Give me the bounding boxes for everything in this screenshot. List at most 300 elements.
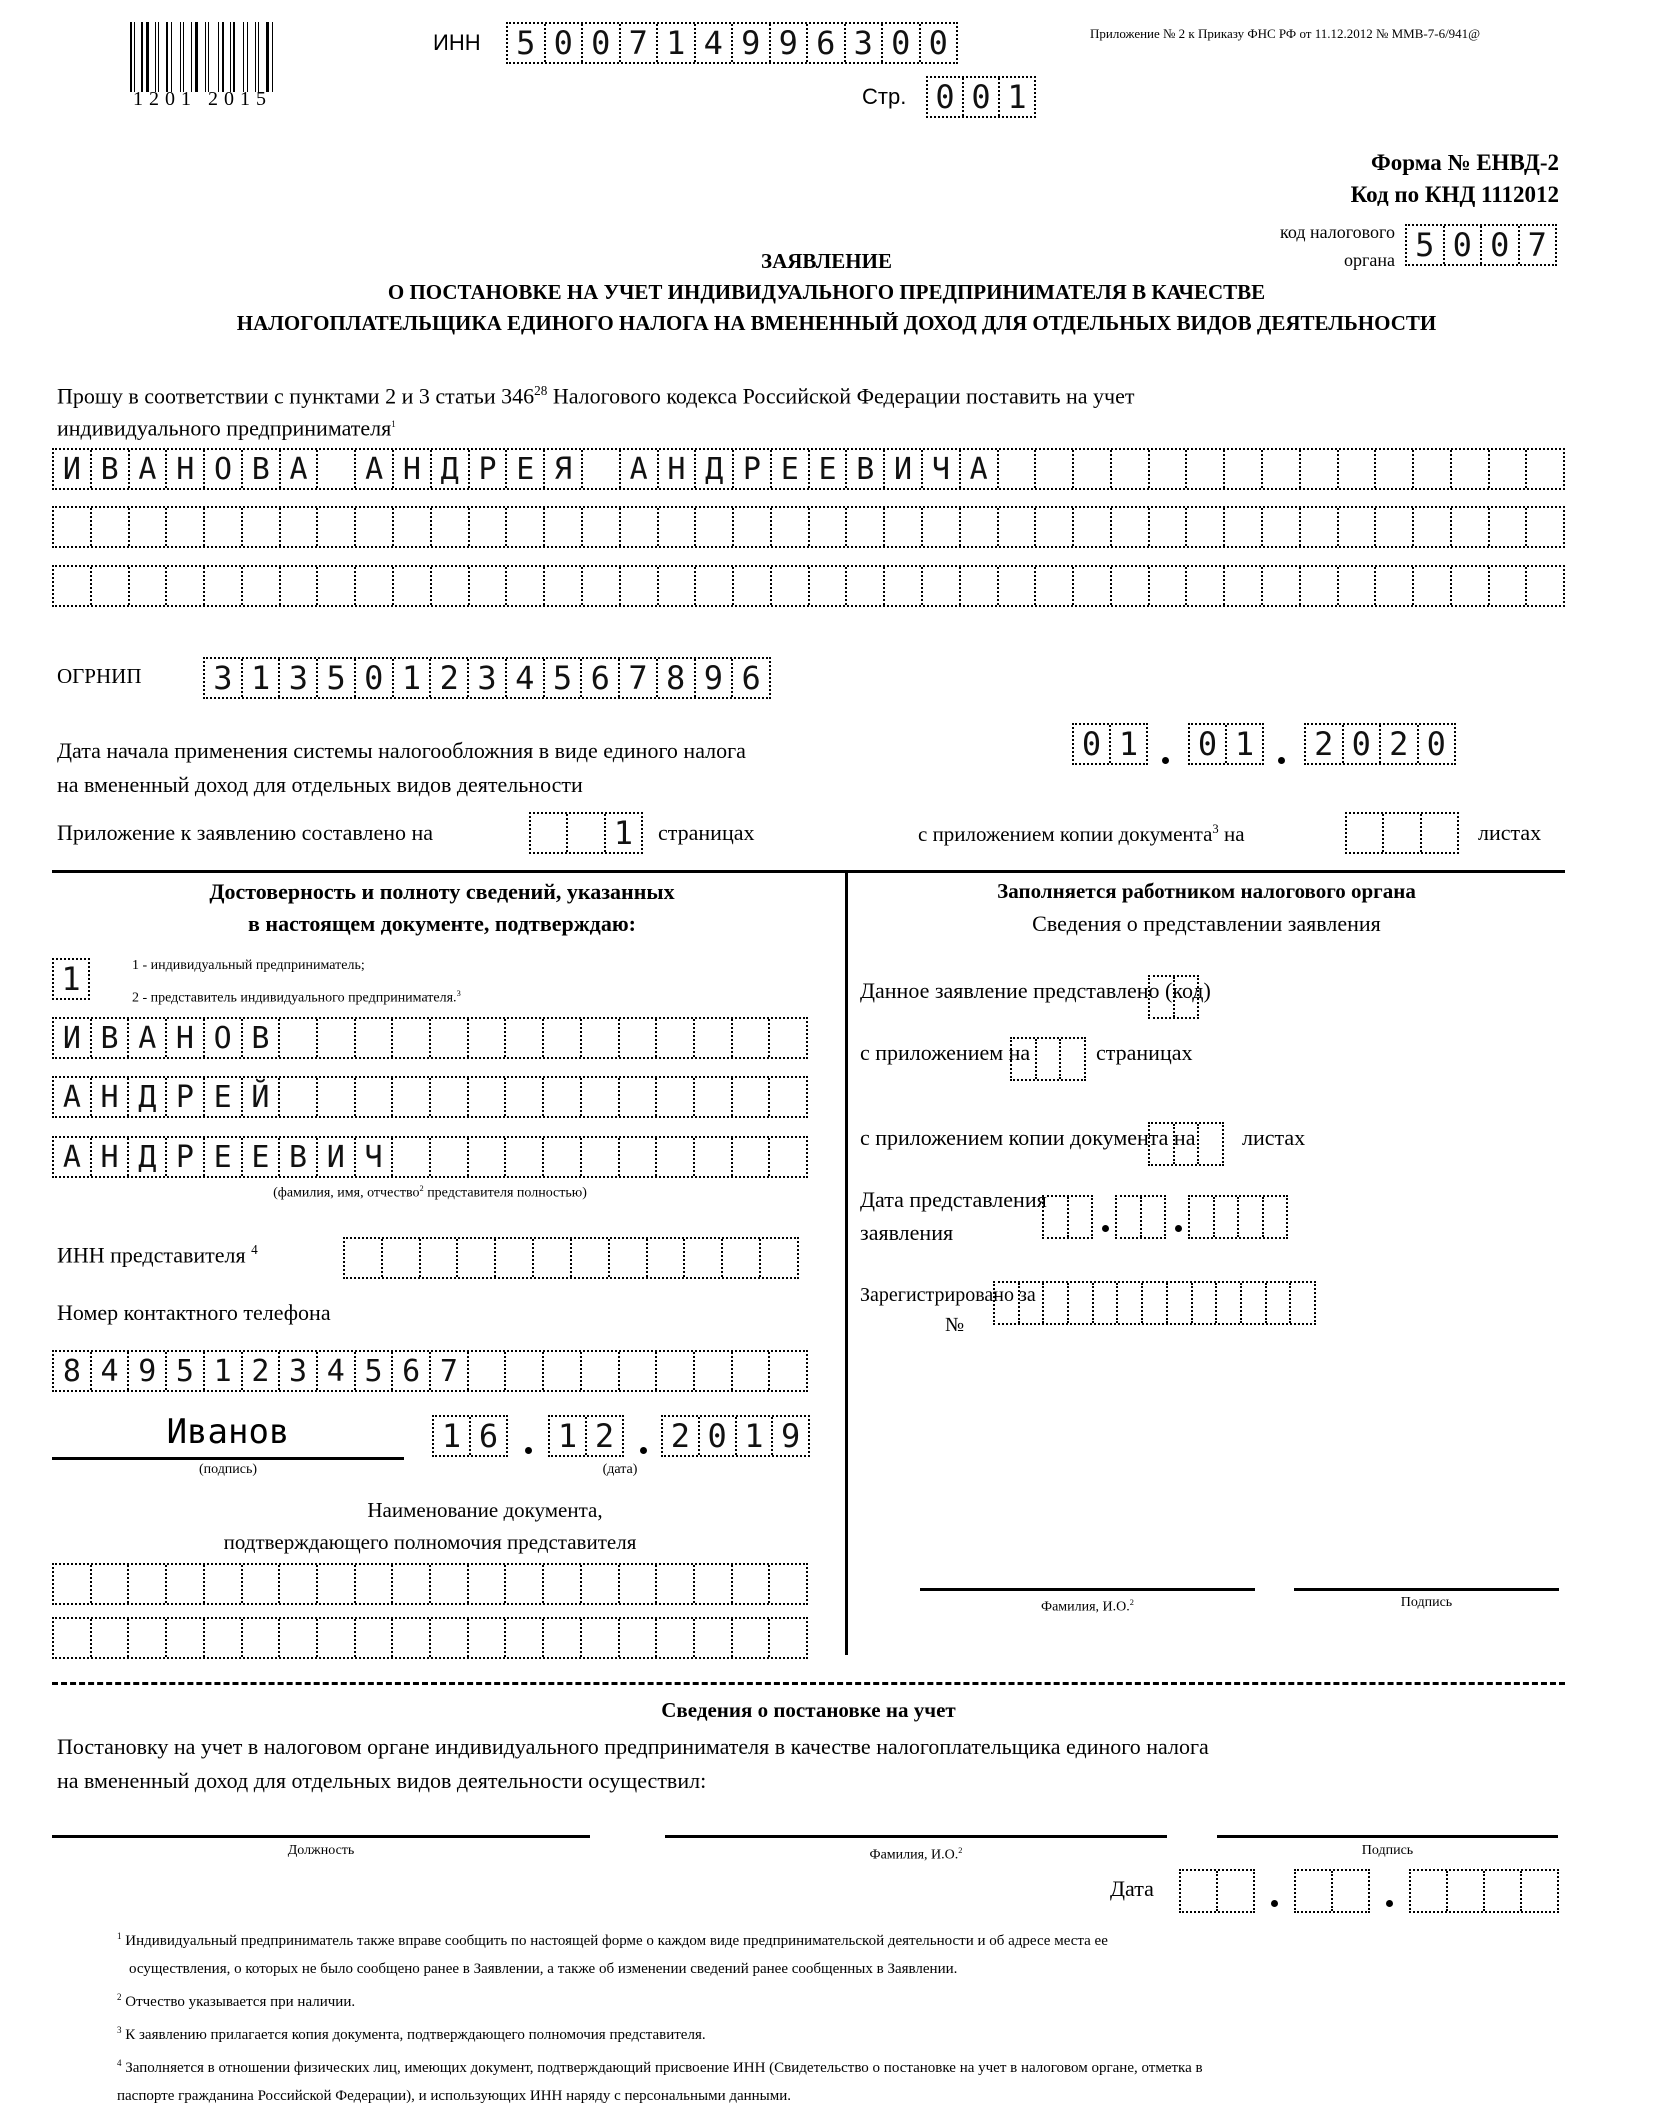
barcode [130,22,308,92]
char-cell [391,1078,429,1116]
appendix-pages-label: Приложение к заявлению составлено на [57,820,434,845]
date-caption: (дата) [602,1462,638,1477]
char-cell [430,508,468,546]
char-cell [883,567,921,605]
char-cell [467,1078,505,1116]
char-cell: А [959,450,997,488]
char-cell: А [127,1019,165,1057]
char-cell: А [354,450,392,488]
barcode-bar [158,22,159,92]
char-cell [1148,450,1186,488]
char-cell [997,567,1035,605]
char-cell: 1 [441,1417,462,1455]
char-cell [619,508,657,546]
char-cell [429,1078,467,1116]
barcode-bar [187,22,189,92]
footnote-1: $^1$ Индивидуальный предприниматель также вправе сообщить по настоящей форме о каждом виде предпринимательской деятельности и об адресе места ее [117,1931,1108,1949]
char-cell [278,1565,316,1603]
char-cell [845,508,883,546]
char-cell [1265,1283,1290,1323]
char-cell [505,567,543,605]
footnote-4: $^4$ Заполняется в отношении физических лиц, имеющих документ, подтверждающий присвоение ИНН (Свидетельство о постановке на учет в налоговом органе, отметка в [117,2058,1203,2076]
char-cell [429,1019,467,1057]
char-cell [316,450,354,488]
char-cell: 1 [656,24,694,62]
char-cell [90,567,128,605]
char-cell [655,1138,693,1176]
char-cell [1148,508,1186,546]
footnote-3: $^3$ К заявлению прилагается копия документа, подтверждающего полномочия представителя. [117,2025,706,2043]
submit-date-year[interactable] [1188,1195,1288,1239]
char-cell [316,508,354,546]
char-cell [618,1078,656,1116]
char-cell [354,1078,392,1116]
char-cell [1034,567,1072,605]
char-cell [619,567,657,605]
char-cell: 9 [771,1417,808,1455]
char-cell [608,1239,646,1277]
char-cell [1382,814,1419,852]
char-cell [54,1565,90,1603]
char-cell [1525,508,1563,546]
char-cell [392,567,430,605]
char-cell [391,1019,429,1057]
request-text: Прошу в соответствии с пунктами 2 и 3 статьи $346^{28}$ Налогового кодекса Российской Федерации поставить на учет индивидуального предпринимателя$^1$ [57,383,1135,441]
start-date-day[interactable] [1072,723,1148,765]
char-cell [1450,508,1488,546]
char-cell: Д [430,450,468,488]
char-cell: 0 [1197,725,1218,763]
barcode-bar [230,22,231,92]
char-cell [694,508,732,546]
signer-type-field[interactable] [52,958,90,1000]
char-cell: 9 [694,659,732,697]
char-cell: 2 [1314,725,1334,763]
registration-date-day[interactable] [1179,1869,1255,1913]
char-cell [241,1619,279,1657]
barcode-bar [275,22,277,92]
char-cell [278,1619,316,1657]
char-cell: Н [657,450,695,488]
char-cell [731,1565,769,1603]
char-cell [1140,1197,1165,1237]
title-line3: НАЛОГОПЛАТЕЛЬЩИКА ЕДИНОГО НАЛОГА НА ВМЕНЕННЫЙ ДОХОД ДЛЯ ОТДЕЛЬНЫХ ВИДОВ ДЕЯТЕЛЬНОСТИ [236,311,1437,335]
char-cell [165,1565,203,1603]
ogrnip-field[interactable] [203,657,771,699]
char-cell [531,814,566,852]
char-cell [1412,567,1450,605]
char-cell [494,1239,532,1277]
char-cell [542,1565,580,1603]
page-number-field[interactable] [926,76,1036,118]
char-cell: Н [165,1019,203,1057]
char-cell [468,508,506,546]
char-cell [165,1619,203,1657]
char-cell: 6 [580,659,618,697]
ogrnip-label: ОГРНИП [57,664,142,688]
char-cell [467,1619,505,1657]
footnote-2: $^2$ Отчество указывается при наличии. [117,1992,356,2010]
char-cell [845,567,883,605]
char-cell: 6 [806,24,844,62]
char-cell: 5 [316,659,354,697]
char-cell [316,1078,354,1116]
phone-label: Номер контактного телефона [57,1300,331,1325]
doc-name-row-2[interactable] [52,1617,808,1659]
char-cell [203,508,241,546]
char-cell [504,1078,542,1116]
char-cell [646,1239,684,1277]
with-pages-suffix: страницах [1096,1040,1193,1065]
registration-date-year[interactable] [1409,1869,1559,1913]
char-cell [1044,1197,1067,1237]
char-cell [127,1619,165,1657]
char-cell [618,1019,656,1057]
char-cell: 0 [919,24,957,62]
registration-fio-line [665,1835,1167,1838]
char-cell [1262,1197,1287,1237]
char-cell: 4 [505,659,543,697]
char-cell [731,1019,769,1057]
char-cell: Д [694,450,732,488]
appendix-pages-field[interactable] [529,812,643,854]
first-name-field[interactable] [52,1076,808,1118]
footnotes [117,1922,1577,2110]
barcode-bar [238,22,241,92]
start-date-month[interactable] [1188,723,1264,765]
char-cell: И [316,1138,354,1176]
page-label: Стр. [862,84,907,109]
char-cell: Е [505,450,543,488]
barcode-bar [141,22,143,92]
char-cell: 6 [391,1352,429,1390]
char-cell: Д [127,1078,165,1116]
char-cell: 8 [62,1353,81,1389]
char-cell [1261,567,1299,605]
sign-date-month[interactable] [548,1415,624,1457]
char-cell [1197,1124,1222,1164]
char-cell [693,1138,731,1176]
barcode-bar [266,22,269,92]
date-separator [640,1447,647,1454]
cut-line [52,1682,1565,1685]
date-separator [1175,1225,1182,1232]
char-cell [1110,567,1148,605]
char-cell [391,1565,429,1603]
char-cell: Е [203,1138,241,1176]
char-cell: 1 [61,960,81,998]
doc-label: Наименование документа, подтверждающего полномочия представителя [223,1498,637,1554]
inn-field[interactable] [506,22,958,64]
barcode-bar [233,22,235,92]
barcode-bar [255,22,256,92]
char-cell [316,1565,354,1603]
signature-value[interactable]: Иванов [166,1412,290,1452]
barcode-bar [138,22,139,92]
char-cell [1116,1283,1141,1323]
barcode-bar [247,22,248,92]
barcode-number: 1201 2015 [133,88,272,110]
barcode-bar [262,22,264,92]
appendix-copy-field[interactable] [1345,812,1459,854]
char-cell [1450,450,1488,488]
barcode-bar [162,22,164,92]
char-cell [1223,567,1261,605]
char-cell [580,1352,618,1390]
tax-office-heading: Заполняется работником налогового органа [997,879,1416,903]
barcode-bar [222,22,224,92]
phone-field[interactable] [52,1350,808,1392]
char-cell [1483,1871,1520,1911]
with-pages-label: с приложением на [860,1040,1031,1065]
char-cell: 3 [213,659,233,697]
char-cell: 0 [1081,725,1102,763]
char-cell [354,508,392,546]
char-cell [504,1138,542,1176]
char-cell [1446,1871,1483,1911]
char-cell: 2 [585,1417,622,1455]
char-cell [391,1619,429,1657]
char-cell [731,1138,769,1176]
char-cell [392,508,430,546]
char-cell: Е [808,450,846,488]
char-cell [1150,977,1173,1017]
char-cell: А [279,450,317,488]
char-cell [566,814,603,852]
char-cell [354,1619,392,1657]
char-cell [1034,508,1072,546]
char-cell [1213,1197,1238,1237]
barcode-bar [205,22,206,92]
char-cell [1520,1871,1557,1911]
barcode-bar [134,22,135,92]
char-cell [1181,1871,1216,1911]
char-cell [468,567,506,605]
char-cell [1059,1039,1084,1079]
date-separator [1386,1900,1393,1907]
char-cell: 0 [544,24,582,62]
char-cell [808,508,846,546]
char-cell [997,508,1035,546]
char-cell [1450,567,1488,605]
doc-name-row-1[interactable] [52,1563,808,1605]
with-copy-label: с приложением копии документа на [860,1125,1196,1150]
char-cell: В [241,450,279,488]
char-cell [316,1619,354,1657]
char-cell [203,1619,241,1657]
char-cell [1374,508,1412,546]
char-cell [1261,508,1299,546]
char-cell [1216,1871,1253,1911]
start-date-year[interactable] [1304,723,1456,765]
char-cell: Р [468,450,506,488]
submitted-code-field[interactable] [1148,975,1199,1019]
char-cell [759,1239,797,1277]
registration-text: Постановку на учет в налоговом органе индивидуального предпринимателя в качестве налогоплательщика единого налога на вмененный доход для отдельных видов деятельности осуществил: [57,1734,1209,1793]
registered-label: Зарегистрировано за № [860,1284,1036,1336]
with-copy-field[interactable] [1148,1122,1224,1166]
rep-inn-field[interactable] [343,1237,799,1279]
appendix-copy-suffix: листах [1478,820,1542,845]
char-cell: Н [90,1138,128,1176]
registration-signature-caption: Подпись [1361,1843,1414,1858]
char-cell [655,1078,693,1116]
char-cell [693,1019,731,1057]
registration-date-month[interactable] [1294,1869,1370,1913]
char-cell [1299,508,1337,546]
barcode-bar [208,22,209,92]
char-cell: В [90,450,128,488]
char-cell: 1 [604,814,641,852]
footnote-4-cont: паспорте гражданина Российской Федерации), и использующих ИНН наряду с персональными данными. [117,2088,792,2104]
char-cell [467,1352,505,1390]
char-cell [354,1019,392,1057]
char-cell [618,1619,656,1657]
char-cell [883,508,921,546]
char-cell [1488,450,1526,488]
char-cell [694,567,732,605]
char-cell: О [203,1019,241,1057]
char-cell [655,1565,693,1603]
char-cell [345,1239,381,1277]
entrepreneur-name-row-2[interactable] [52,506,1565,548]
char-cell [1072,567,1110,605]
char-cell [1185,450,1223,488]
document-title [0,246,1653,339]
char-cell [1110,508,1148,546]
date-separator [1162,757,1169,764]
char-cell [1420,814,1457,852]
char-cell [655,1619,693,1657]
sign-date-day[interactable] [432,1415,508,1457]
char-cell [732,567,770,605]
char-cell: 3 [278,659,316,697]
sign-date-year[interactable] [661,1415,810,1457]
char-cell: 0 [935,78,955,116]
registration-fio-caption: Фамилия, И.О.$^2$ [869,1846,963,1863]
char-cell [618,1565,656,1603]
char-cell: 1 [998,78,1034,116]
char-cell [1299,450,1337,488]
entrepreneur-name-row-3[interactable] [52,565,1565,607]
patronymic-field[interactable] [52,1136,808,1178]
char-cell: 0 [1443,226,1481,264]
barcode-bar [155,22,156,92]
char-cell: Р [732,450,770,488]
char-cell [581,567,619,605]
registered-number-field[interactable] [993,1281,1316,1325]
char-cell [128,508,166,546]
char-cell: 5 [1415,226,1435,264]
char-cell: 1 [557,1417,578,1455]
char-cell [165,508,203,546]
char-cell [90,1565,128,1603]
char-cell [542,1019,580,1057]
char-cell [1337,508,1375,546]
char-cell [467,1138,505,1176]
char-cell [1347,814,1382,852]
char-cell [1067,1197,1092,1237]
char-cell [580,1078,618,1116]
submit-date-month[interactable] [1115,1195,1166,1239]
char-cell [581,450,619,488]
char-cell [241,508,279,546]
char-cell: Н [90,1078,128,1116]
tax-office-subheading: Сведения о представлении заявления [1032,911,1381,936]
char-cell [1072,450,1110,488]
char-cell [279,508,317,546]
start-date-label: Дата начала применения системы налогообложния в виде единого налога на вмененный доход для отдельных видов деятельности [57,738,746,797]
char-cell [1034,450,1072,488]
char-cell [542,1138,580,1176]
char-cell [580,1019,618,1057]
char-cell [1012,1039,1035,1079]
char-cell: 4 [694,24,732,62]
char-cell [1412,508,1450,546]
char-cell: 0 [1417,725,1455,763]
submit-date-day[interactable] [1042,1195,1093,1239]
char-cell: 5 [516,24,536,62]
char-cell: 0 [962,78,998,116]
with-copy-suffix: листах [1242,1125,1306,1150]
char-cell [580,1619,618,1657]
char-cell [203,567,241,605]
char-cell [54,1619,90,1657]
char-cell [1331,1871,1368,1911]
char-cell [429,1619,467,1657]
registration-signature-line [1217,1835,1558,1838]
barcode-bar [171,22,172,92]
appendix-pages-suffix: страницах [658,820,755,845]
char-cell [1374,450,1412,488]
char-cell: 1 [735,1417,772,1455]
char-cell [1185,567,1223,605]
char-cell [657,508,695,546]
char-cell: 5 [543,659,581,697]
surname-field[interactable] [52,1017,808,1059]
char-cell [456,1239,494,1277]
char-cell: 6 [469,1417,506,1455]
confirm-heading: Достоверность и полноту сведений, указанных в настоящем документе, подтверждаю: [209,879,675,936]
char-cell [655,1352,693,1390]
char-cell [693,1619,731,1657]
barcode-bar [130,22,132,92]
char-cell [731,1078,769,1116]
char-cell: Е [770,450,808,488]
char-cell: Р [165,1078,203,1116]
tax-office-signature-caption: Подпись [1400,1595,1453,1610]
char-cell [241,1565,279,1603]
barcode-bar [180,22,181,92]
char-cell: Н [165,450,203,488]
char-cell: 1 [203,1352,241,1390]
char-cell [419,1239,457,1277]
char-cell [1299,567,1337,605]
char-cell [1148,567,1186,605]
char-cell [1191,1283,1216,1323]
char-cell [1296,1871,1331,1911]
char-cell [693,1078,731,1116]
entrepreneur-name-row-1[interactable] [52,448,1565,490]
char-cell: 1 [1109,725,1146,763]
char-cell: 9 [769,24,807,62]
char-cell [921,567,959,605]
char-cell: 1 [1225,725,1262,763]
with-pages-field[interactable] [1010,1037,1086,1081]
char-cell: Ч [921,450,959,488]
char-cell: 6 [731,659,769,697]
date-separator [1102,1225,1109,1232]
